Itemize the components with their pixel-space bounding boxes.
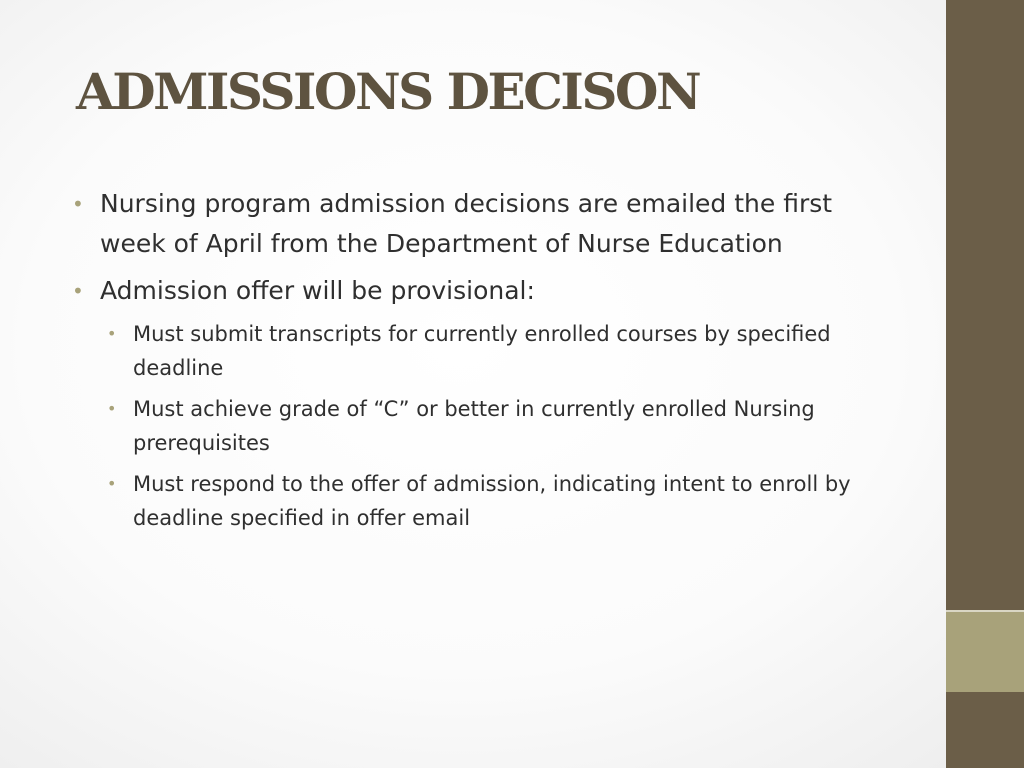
sub-bullet-list — [107, 317, 902, 535]
sub-bullet-text: Must submit transcripts for currently enrolled courses by specified deadline — [133, 322, 831, 380]
bullet-list — [72, 184, 902, 542]
sub-bullet-text: Must respond to the offer of admission, indicating intent to enroll by deadline specified in offer email — [133, 472, 851, 530]
bullet-marker: • — [72, 279, 84, 303]
sidebar-band-dark-bottom — [946, 692, 1024, 768]
sub-bullet-item — [107, 392, 902, 460]
sidebar-band-accent — [946, 612, 1024, 692]
bullet-text: Nursing program admission decisions are emailed the first week of April from the Department of Nurse Education — [100, 189, 833, 258]
sidebar-band-dark — [946, 0, 1024, 612]
bullet-marker: • — [72, 192, 84, 216]
sub-bullet-item — [107, 317, 902, 385]
bullet-item — [72, 184, 902, 264]
decorative-sidebar — [946, 0, 1024, 768]
bullet-text: Admission offer will be provisional: — [100, 276, 535, 305]
sub-bullet-marker: • — [107, 324, 117, 343]
sub-bullet-marker: • — [107, 399, 117, 418]
sub-bullet-item — [107, 467, 902, 535]
sub-bullet-marker: • — [107, 474, 117, 493]
sub-bullet-text: Must achieve grade of “C” or better in currently enrolled Nursing prerequisites — [133, 397, 815, 455]
bullet-item — [72, 271, 902, 535]
slide-title: ADMISSIONS DECISON — [76, 62, 700, 121]
